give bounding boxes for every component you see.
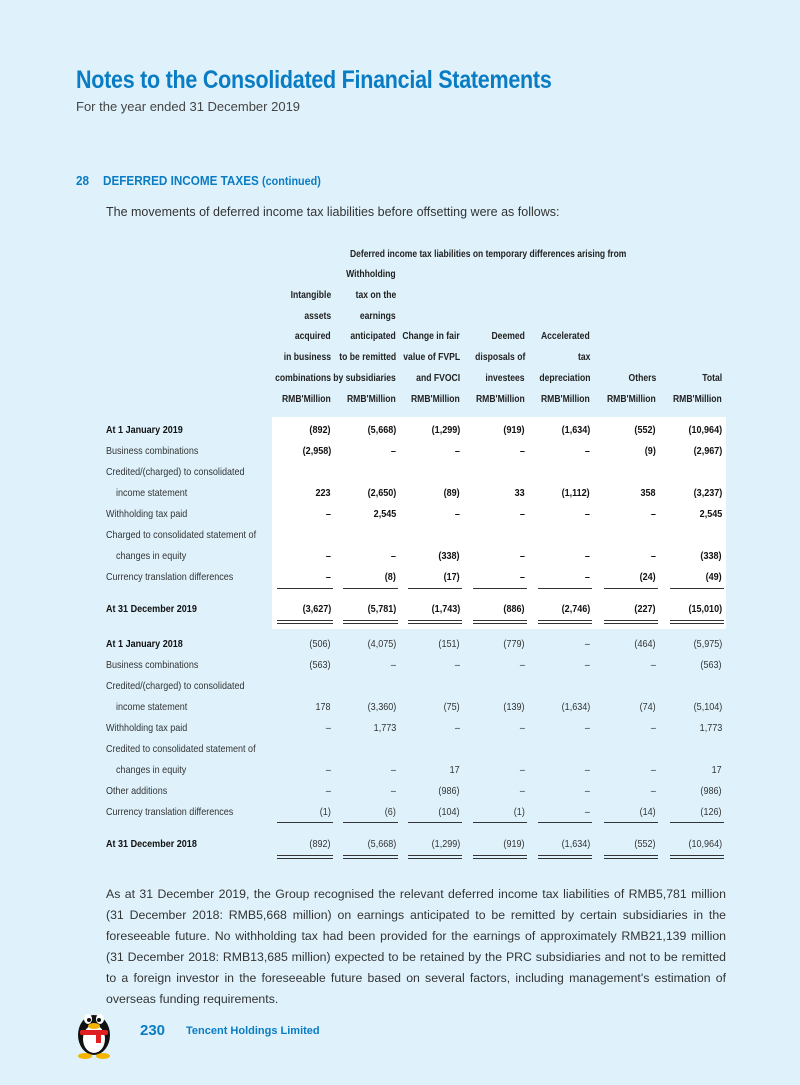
table-cell: (2,746)	[561, 603, 590, 615]
subtotal-rule	[343, 822, 398, 823]
table-cell: (75)	[443, 701, 460, 713]
table-cell: (74)	[639, 701, 656, 713]
table-cell: –	[584, 571, 590, 583]
page-title: Notes to the Consolidated Financial Statements	[76, 66, 552, 94]
subtotal-rule	[473, 822, 527, 823]
subtotal-rule	[277, 588, 333, 589]
section-continued: (continued)	[262, 174, 321, 188]
table-cell: –	[325, 785, 331, 797]
table-cell: (2,650)	[367, 487, 396, 499]
table-cell: –	[519, 659, 525, 671]
column-header-line: tax on the	[355, 289, 396, 301]
table-cell: (6)	[384, 806, 396, 818]
table-cell: –	[519, 764, 525, 776]
table-cell: (14)	[639, 806, 656, 818]
table-cell: (919)	[503, 424, 525, 436]
section-intro: The movements of deferred income tax liabilities before offsetting were as follows:	[106, 205, 560, 219]
table-cell: –	[650, 722, 656, 734]
column-header-line: anticipated	[350, 331, 396, 343]
table-cell: (1,634)	[561, 838, 590, 850]
table-cell: (104)	[438, 806, 460, 818]
table-cell: –	[454, 508, 460, 520]
table-cell: (986)	[700, 785, 722, 797]
subtotal-rule	[670, 822, 724, 823]
table-cell: –	[519, 571, 525, 583]
column-header-line: RMB'Million	[607, 394, 656, 406]
table-cell: –	[325, 722, 331, 734]
table-cell: 178	[315, 701, 331, 713]
table-cell: –	[519, 508, 525, 520]
subtotal-rule	[408, 822, 462, 823]
column-header-line: by subsidiaries	[333, 373, 396, 385]
row-label: changes in equity	[116, 764, 187, 776]
table-cell: (1,634)	[561, 701, 590, 713]
table-cell: –	[584, 508, 590, 520]
column-header-line: RMB'Million	[347, 394, 396, 406]
table-cell: (15,010)	[688, 603, 722, 615]
column-header-line: Intangible	[290, 289, 331, 301]
table-cell: –	[584, 550, 590, 562]
subtotal-rule	[670, 588, 724, 589]
table-cell: –	[584, 785, 590, 797]
table-cell: –	[454, 722, 460, 734]
subtotal-rule	[473, 588, 527, 589]
total-double-rule	[277, 855, 333, 859]
column-header-line: Others	[628, 373, 656, 385]
table-cell: (139)	[503, 701, 525, 713]
row-label: Credited/(charged) to consolidated	[106, 680, 245, 692]
table-cell: –	[650, 764, 656, 776]
table-cell: 17	[711, 764, 722, 776]
section-number: 28	[76, 173, 90, 188]
table-cell: (563)	[309, 659, 331, 671]
table-cell: –	[584, 659, 590, 671]
table-cell: (563)	[700, 659, 722, 671]
column-header-line: tax	[577, 352, 590, 364]
total-double-rule	[473, 855, 527, 859]
table-cell: (3,360)	[367, 701, 396, 713]
table-cell: (892)	[309, 838, 331, 850]
table-cell: (338)	[438, 550, 460, 562]
total-double-rule	[670, 855, 724, 859]
table-cell: 358	[640, 487, 656, 499]
table-cell: (1)	[319, 806, 331, 818]
table-cell: –	[519, 445, 525, 457]
column-header-line: RMB'Million	[282, 394, 331, 406]
table-cell: –	[584, 638, 590, 650]
table-cell: (338)	[700, 550, 722, 562]
column-header-line: Total	[702, 373, 722, 385]
table-cell: (779)	[503, 638, 525, 650]
current-year-highlight	[272, 417, 726, 629]
table-cell: (1,743)	[431, 603, 460, 615]
table-cell: –	[390, 785, 396, 797]
qq-penguin-icon	[72, 1003, 116, 1059]
table-cell: (1)	[513, 806, 525, 818]
page-subtitle: For the year ended 31 December 2019	[76, 99, 301, 114]
table-cell: (506)	[309, 638, 331, 650]
table-cell: (1,299)	[431, 838, 460, 850]
subtotal-rule	[277, 822, 333, 823]
column-header-line: Deemed	[491, 331, 525, 343]
table-cell: –	[519, 550, 525, 562]
column-header-line: acquired	[295, 331, 331, 343]
table-cell: –	[584, 722, 590, 734]
row-label: At 1 January 2018	[106, 638, 183, 650]
table-cell: (986)	[438, 785, 460, 797]
table-cell: (89)	[443, 487, 460, 499]
table-cell: (886)	[503, 603, 525, 615]
table-cell: (9)	[644, 445, 656, 457]
row-label: Withholding tax paid	[106, 508, 188, 520]
table-cell: (5,781)	[367, 603, 396, 615]
total-double-rule	[343, 620, 398, 624]
total-double-rule	[277, 620, 333, 624]
column-header-line: Withholding	[346, 268, 396, 280]
subtotal-rule	[604, 588, 658, 589]
table-cell: (10,964)	[688, 424, 722, 436]
subtotal-rule	[538, 822, 592, 823]
total-double-rule	[604, 855, 658, 859]
table-caption: Deferred income tax liabilities on temporary differences arising from	[350, 249, 627, 260]
table-cell: –	[650, 659, 656, 671]
table-cell: 223	[315, 487, 331, 499]
table-cell: (1,112)	[561, 487, 590, 499]
table-cell: (5,104)	[693, 701, 722, 713]
row-label: Business combinations	[106, 659, 199, 671]
row-label: income statement	[116, 487, 188, 499]
table-cell: (5,975)	[693, 638, 722, 650]
column-header-line: combinations	[275, 373, 331, 385]
row-label: Credited/(charged) to consolidated	[106, 466, 245, 478]
table-cell: (5,668)	[367, 424, 396, 436]
column-header-line: investees	[485, 373, 525, 385]
table-cell: –	[650, 785, 656, 797]
row-label: At 31 December 2018	[106, 838, 197, 850]
table-cell: (552)	[634, 424, 656, 436]
table-cell: (227)	[634, 603, 656, 615]
table-cell: (3,627)	[302, 603, 331, 615]
table-cell: (17)	[443, 571, 460, 583]
column-header-line: and FVOCI	[416, 373, 460, 385]
row-label: income statement	[116, 701, 188, 713]
table-cell: –	[390, 764, 396, 776]
table-cell: 33	[514, 487, 525, 499]
subtotal-rule	[604, 822, 658, 823]
column-header-line: RMB'Million	[411, 394, 460, 406]
table-cell: –	[325, 550, 331, 562]
table-cell: (464)	[634, 638, 656, 650]
table-cell: (8)	[384, 571, 396, 583]
total-double-rule	[538, 855, 592, 859]
table-cell: –	[584, 806, 590, 818]
table-cell: –	[325, 571, 331, 583]
table-cell: –	[390, 550, 396, 562]
total-double-rule	[408, 855, 462, 859]
column-header-line: in business	[283, 352, 331, 364]
table-cell: (5,668)	[367, 838, 396, 850]
table-cell: (919)	[503, 838, 525, 850]
row-label: Currency translation differences	[106, 806, 234, 818]
column-header-line: RMB'Million	[476, 394, 525, 406]
table-cell: (892)	[309, 424, 331, 436]
table-cell: –	[519, 785, 525, 797]
table-cell: 17	[449, 764, 460, 776]
table-cell: (126)	[700, 806, 722, 818]
row-label: Withholding tax paid	[106, 722, 188, 734]
table-cell: –	[454, 659, 460, 671]
table-cell: –	[650, 508, 656, 520]
table-cell: (2,967)	[693, 445, 722, 457]
row-label: Charged to consolidated statement of	[106, 529, 257, 541]
page-number: 230	[140, 1022, 166, 1039]
column-header-line: earnings	[360, 310, 396, 322]
table-cell: –	[584, 445, 590, 457]
table-cell: 1,773	[699, 722, 722, 734]
column-header-line: Change in fair	[402, 331, 460, 343]
row-label: Credited to consolidated statement of	[106, 743, 256, 755]
table-cell: 2,545	[373, 508, 396, 520]
row-label: changes in equity	[116, 550, 187, 562]
table-cell: 1,773	[373, 722, 396, 734]
column-header-line: to be remitted	[339, 352, 396, 364]
table-cell: –	[454, 445, 460, 457]
column-header-line: depreciation	[538, 373, 590, 385]
table-cell: (10,964)	[688, 838, 722, 850]
table-cell: (1,634)	[561, 424, 590, 436]
table-cell: –	[584, 764, 590, 776]
table-cell: (151)	[438, 638, 460, 650]
row-label: Other additions	[106, 785, 168, 797]
table-cell: (4,075)	[367, 638, 396, 650]
total-double-rule	[538, 620, 592, 624]
subtotal-rule	[343, 588, 398, 589]
column-header-line: value of FVPL	[403, 352, 460, 364]
row-label: At 31 December 2019	[106, 603, 197, 615]
subtotal-rule	[538, 588, 592, 589]
row-label: Currency translation differences	[106, 571, 234, 583]
column-header-line: Accelerated	[541, 331, 590, 343]
table-cell: –	[519, 722, 525, 734]
total-double-rule	[670, 620, 724, 624]
table-cell: –	[325, 764, 331, 776]
table-cell: (49)	[705, 571, 722, 583]
table-cell: –	[390, 659, 396, 671]
total-double-rule	[343, 855, 398, 859]
column-header-line: RMB'Million	[541, 394, 590, 406]
column-header-line: assets	[304, 310, 331, 322]
section-title: DEFERRED INCOME TAXES	[103, 173, 259, 188]
table-cell: –	[325, 508, 331, 520]
company-name: Tencent Holdings Limited	[186, 1025, 320, 1037]
column-header-line: RMB'Million	[673, 394, 722, 406]
table-cell: –	[650, 550, 656, 562]
total-double-rule	[408, 620, 462, 624]
section-heading	[76, 173, 321, 188]
subtotal-rule	[408, 588, 462, 589]
row-label: At 1 January 2019	[106, 424, 183, 436]
table-cell: –	[390, 445, 396, 457]
column-header-line: disposals of	[474, 352, 525, 364]
table-cell: 2,545	[699, 508, 722, 520]
table-cell: (2,958)	[302, 445, 331, 457]
table-cell: (24)	[639, 571, 656, 583]
total-double-rule	[604, 620, 658, 624]
total-double-rule	[473, 620, 527, 624]
row-label: Business combinations	[106, 445, 199, 457]
table-cell: (552)	[634, 838, 656, 850]
notes-paragraph: As at 31 December 2019, the Group recognised the relevant deferred income tax liabilities of RMB5,781 million (31 December 2018: RMB5,668 million) on earnings anticipated to be remitted by certain subsidiaries in the foreseeable future. No withholding tax had been provided for the earnings of approximately RMB21,139 million (31 December 2018: RMB13,685 million) expected to be retained by the PRC subsidiaries and not to be remitted to a foreign investor in the foreseeable future based on several factors, including management's estimation of overseas funding requirements.	[106, 887, 726, 1006]
table-cell: (3,237)	[693, 487, 722, 499]
table-cell: (1,299)	[431, 424, 460, 436]
